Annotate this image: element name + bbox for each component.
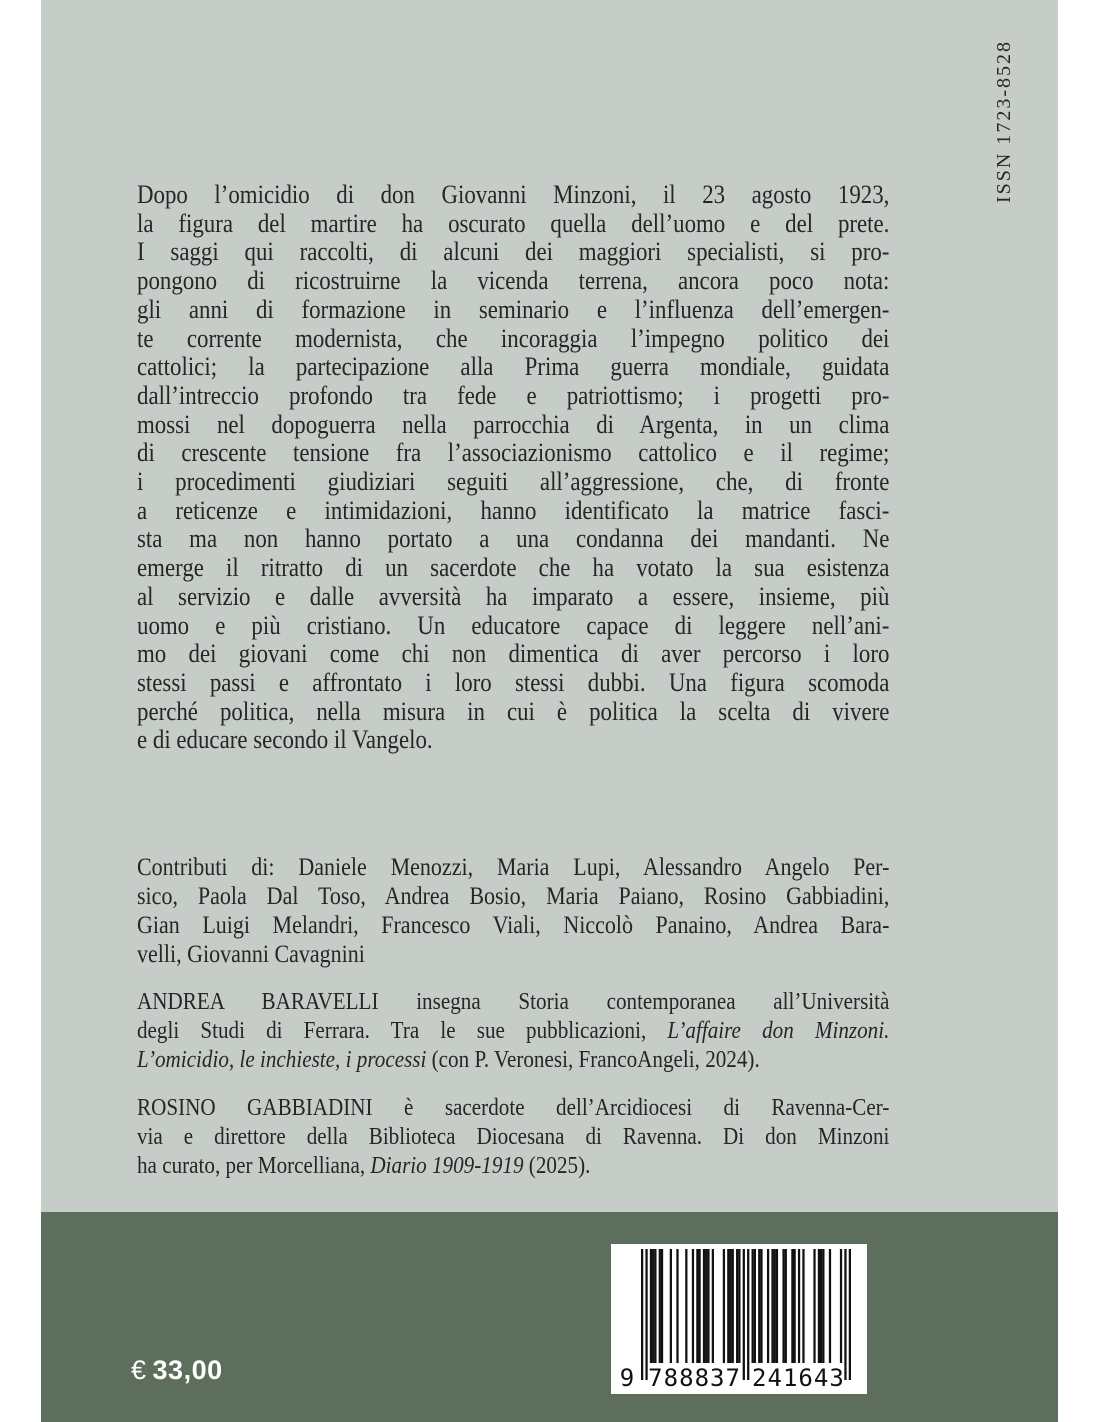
text-line: pongono di ricostruirne la vicenda terrena, ancora poco nota: (137, 266, 890, 296)
text-line: Dopo l’omicidio di don Giovanni Minzoni, il 23 agosto 1923, (137, 180, 890, 209)
price (131, 1355, 223, 1386)
text-line: ROSINO GABBIADINI è sacerdote dell’Arcidiocesi di Ravenna-Cer- (137, 1095, 890, 1121)
svg-text:3: 3 (829, 1364, 844, 1392)
barcode (611, 1244, 867, 1394)
text-line: stessi passi e affrontato i loro stessi dubbi. Una figura scomoda (137, 667, 890, 697)
text-line: L’omicidio, le inchieste, i processi (con P. Veronesi, FrancoAngeli, 2024). (137, 1046, 760, 1073)
issn-label: ISSN 1723-8528 (993, 40, 1015, 204)
text-line: di crescente tensione fra l’associazionismo cattolico e il regime; (137, 438, 890, 468)
svg-text:1: 1 (782, 1364, 798, 1392)
contributors-paragraph (137, 853, 889, 969)
cover-background (41, 0, 1058, 1422)
euro-symbol: € (131, 1355, 147, 1385)
svg-text:2: 2 (751, 1364, 767, 1392)
text-line: via e direttore della Biblioteca Diocesana di Ravenna. Di don Minzoni (137, 1123, 890, 1150)
text-line: mo dei giovani come chi non dimentica di aver percorso i loro (137, 639, 890, 669)
bio-rosino-gabbiadini (137, 1094, 889, 1180)
text-line: degli Studi di Ferrara. Tra le sue pubblicazioni, L’affaire don Minzoni. (137, 1017, 890, 1044)
text-line: dall’intreccio profondo tra fede e patriottismo; i progetti pro- (137, 380, 890, 410)
text-line: e di educare secondo il Vangelo. (137, 725, 433, 755)
svg-text:6: 6 (798, 1364, 813, 1392)
svg-text:7: 7 (648, 1364, 663, 1392)
blurb-paragraph (137, 181, 889, 755)
text-line: Contributi di: Daniele Menozzi, Maria Lupi, Alessandro Angelo Per- (137, 854, 890, 881)
text-line: gli anni di formazione in seminario e l’influenza dell’emergen- (137, 294, 890, 324)
svg-text:4: 4 (767, 1364, 782, 1392)
svg-text:3: 3 (709, 1364, 725, 1392)
text-line: al servizio e dalle avversità ha imparato a essere, insieme, più (137, 581, 890, 611)
text-line: cattolici; la partecipazione alla Prima guerra mondiale, guidata (137, 352, 890, 382)
text-line: ANDREA BARAVELLI insegna Storia contemporanea all’Università (137, 989, 890, 1015)
svg-text:8: 8 (679, 1364, 694, 1392)
svg-text:9: 9 (619, 1364, 635, 1392)
svg-text:4: 4 (813, 1364, 829, 1392)
text-line: velli, Giovanni Cavagnini (137, 941, 365, 968)
svg-text:8: 8 (663, 1364, 679, 1392)
text-line: la figura del martire ha oscurato quella dell’uomo e del prete. (137, 208, 890, 238)
text-line: sta ma non hanno portato a una condanna dei mandanti. Ne (137, 524, 890, 554)
text-line: a reticenze e intimidazioni, hanno identificato la matrice fasci- (137, 495, 890, 525)
text-line: perché politica, nella misura in cui è politica la scelta di vivere (137, 696, 890, 726)
text-line: emerge il ritratto di un sacerdote che ha votato la sua esistenza (137, 553, 890, 583)
price-amount: 33,00 (152, 1355, 223, 1385)
svg-text:8: 8 (694, 1364, 710, 1392)
text-line: uomo e più cristiano. Un educatore capace di leggere nell’ani- (137, 610, 890, 640)
text-line: sico, Paola Dal Toso, Andrea Bosio, Maria Paiano, Rosino Gabbiadini, (137, 883, 890, 910)
text-line: Gian Luigi Melandri, Francesco Viali, Niccolò Panaino, Andrea Bara- (137, 912, 890, 939)
bio-andrea-baravelli (137, 988, 889, 1074)
text-line: I saggi qui raccolti, di alcuni dei maggiori specialisti, si pro- (137, 237, 890, 267)
text-line: i procedimenti giudiziari seguiti all’aggressione, che, di fronte (137, 467, 890, 497)
text-line: ha curato, per Morcelliana, Diario 1909-1919 (2025). (137, 1152, 591, 1179)
text-line: te corrente modernista, che incoraggia l’impegno politico dei (137, 323, 890, 353)
svg-text:7: 7 (725, 1364, 740, 1392)
text-line: mossi nel dopoguerra nella parrocchia di Argenta, in un clima (137, 409, 890, 439)
bottom-band (41, 1212, 1058, 1422)
